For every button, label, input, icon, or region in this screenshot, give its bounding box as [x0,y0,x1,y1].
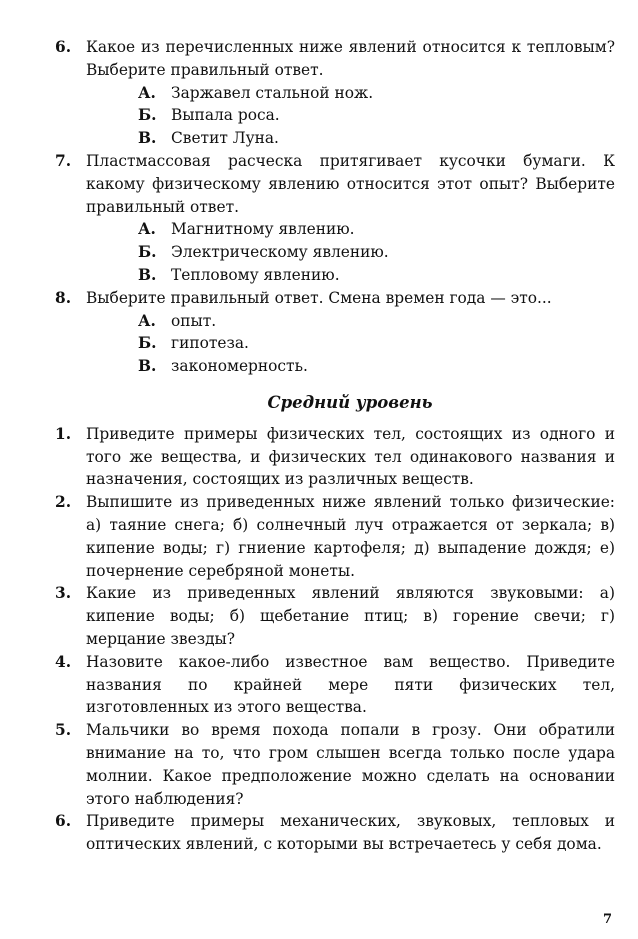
option-letter: В. [138,129,157,148]
option-letter: А. [138,311,156,330]
answer-option [138,82,615,105]
option-text: закономерность. [171,357,308,376]
option-text: Светит Луна. [171,129,279,148]
answer-option [138,332,615,355]
question-number: 4. [55,652,72,671]
question-number: 6. [55,38,72,56]
question-medium-1 [55,423,615,491]
question-medium-2 [55,491,615,582]
answer-option [138,127,615,150]
textbook-page [55,36,615,856]
option-letter: А. [138,220,156,239]
option-text: Заржавел стальной нож. [171,83,374,102]
page-number: 7 [602,912,612,927]
option-letter: А. [138,83,156,102]
option-letter: Б. [138,106,157,125]
question-basic-6 [55,36,615,150]
question-text: Выберите правильный ответ. Смена времен года — это... [86,288,552,307]
question-text: Выпишите из приведенных ниже явлений только физические: а) таяние снега; б) солнечный луч отражается от зеркала; в) кипение воды; г) гниение картофеля; д) выпадение дождя; е) почернение серебряной монеты. [86,493,615,580]
question-text: Назовите какое-либо известное вам вещество. Приведите названия по крайней мере пяти физических тел, изготовленных из этого вещества. [86,652,615,717]
question-number: 8. [55,288,72,307]
option-text: гипотеза. [171,334,249,353]
option-text: опыт. [171,311,217,330]
question-text: Какие из приведенных явлений являются звуковыми: а) кипение воды; б) щебетание птиц; в) горение свечи; г) мерцание звезды? [86,584,615,648]
section-title: Средний уровень [267,392,433,412]
question-medium-4 [55,651,615,719]
question-number: 1. [55,424,72,443]
answer-option [138,104,615,127]
question-number: 6. [55,812,72,831]
question-basic-8 [55,287,615,378]
option-letter: Б. [138,243,157,262]
answer-options [86,310,615,378]
option-text: Магнитному явлению. [171,220,355,239]
option-letter: Б. [138,334,157,353]
option-text: Выпала роса. [171,106,280,125]
question-text: Мальчики во время похода попали в грозу. Они обратили внимание на то, что гром слышен всегда только после удара молнии. Какое предположение можно сделать на основании этого наблюдения? [86,721,615,808]
answer-option [138,264,615,287]
answer-option [138,355,615,378]
question-number: 5. [55,721,72,740]
question-medium-3 [55,582,615,650]
option-letter: В. [138,265,157,284]
answer-option [138,310,615,333]
answer-option [138,241,615,264]
question-basic-7 [55,150,615,287]
question-number: 7. [55,151,72,170]
question-text: Приведите примеры механических, звуковых, тепловых и оптических явлений, с которыми вы встречаетесь у себя дома. [86,812,615,854]
answer-options [86,82,615,150]
question-medium-6 [55,810,615,856]
question-text: Приведите примеры физических тел, состоящих из одного и того же вещества, и физических тел одинакового названия и назначения, состоящих из различных веществ. [86,424,615,489]
answer-option [138,218,615,241]
question-medium-5 [55,719,615,810]
question-number: 3. [55,584,72,603]
question-number: 2. [55,493,72,512]
question-text: Пластмассовая расческа притягивает кусочки бумаги. К какому физическому явлению относится этот опыт? Выберите правильный ответ. [86,151,615,216]
option-letter: В. [138,357,157,376]
option-text: Электрическому явлению. [171,243,389,262]
question-text: Какое из перечисленных ниже явлений относится к тепловым? Выберите правильный ответ. [86,38,615,79]
option-text: Тепловому явлению. [171,265,340,284]
answer-options [86,218,615,286]
